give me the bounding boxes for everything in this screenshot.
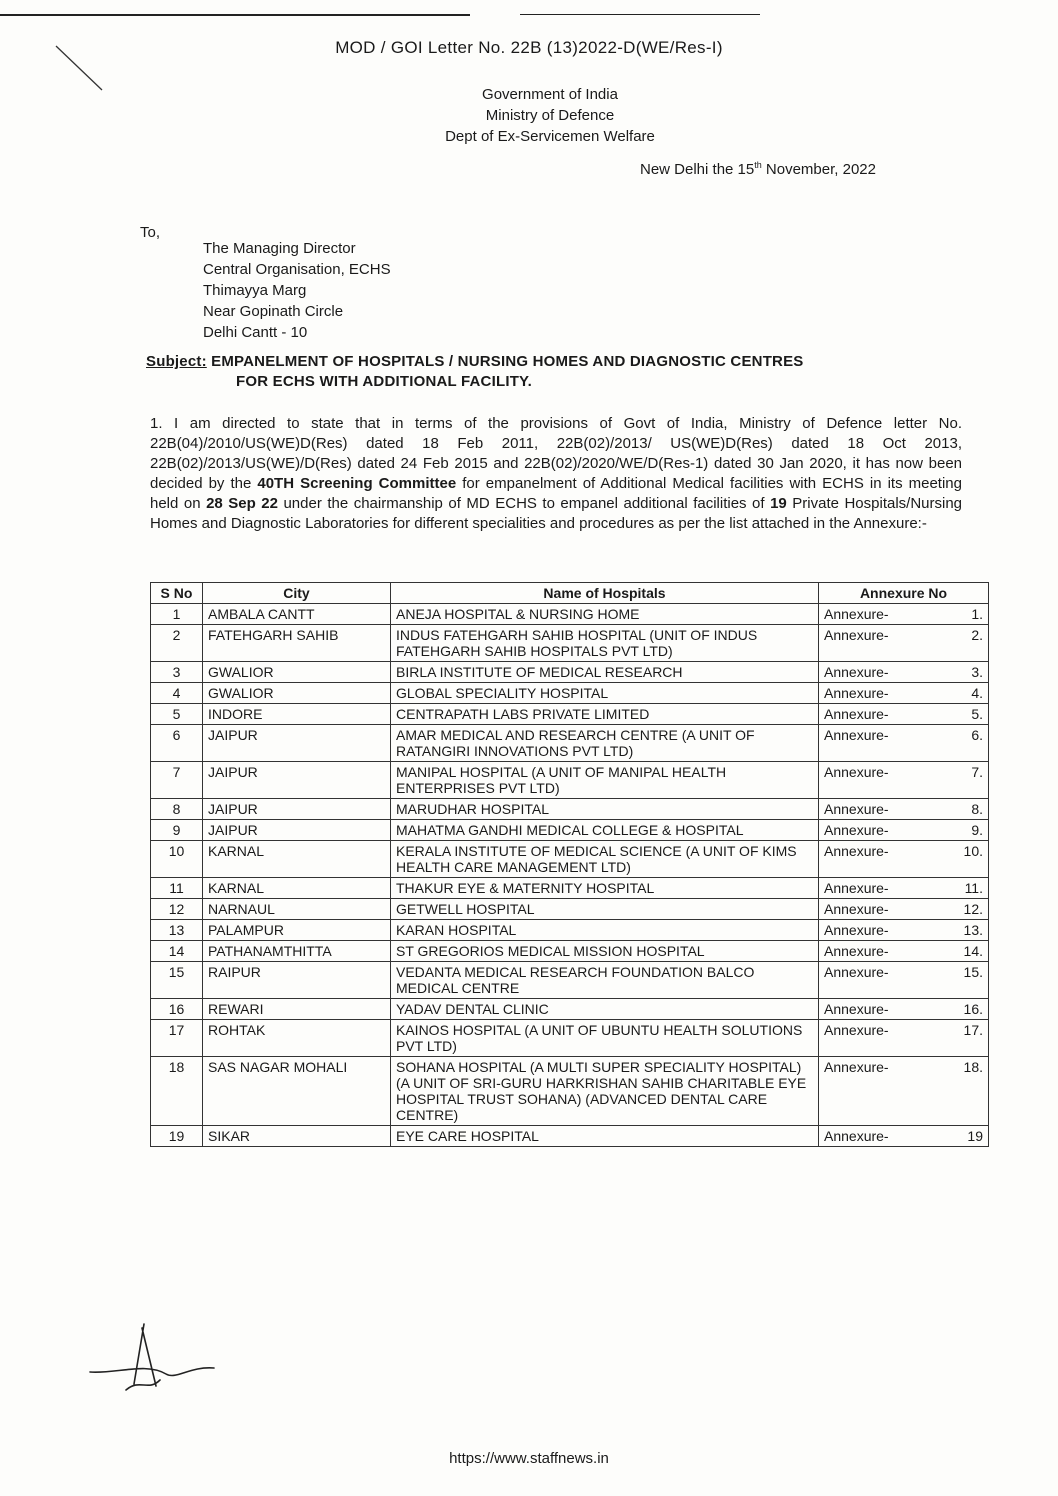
table-row <box>151 604 989 625</box>
row-city: FATEHGARH SAHIB <box>203 625 391 662</box>
table-row <box>151 941 989 962</box>
para-bold-date: 28 Sep 22 <box>206 495 278 512</box>
row-hospital: YADAV DENTAL CLINIC <box>391 999 819 1020</box>
row-sno: 11 <box>151 878 203 899</box>
annexure-label: Annexure- <box>824 664 889 680</box>
row-city: SAS NAGAR MOHALI <box>203 1057 391 1126</box>
row-hospital: AMAR MEDICAL AND RESEARCH CENTRE (A UNIT OF RATANGIRI INNOVATIONS PVT LTD) <box>391 725 819 762</box>
annexure-label: Annexure- <box>824 764 889 780</box>
table-row <box>151 820 989 841</box>
row-hospital: KAINOS HOSPITAL (A UNIT OF UBUNTU HEALTH SOLUTIONS PVT LTD) <box>391 1020 819 1057</box>
para-part-2: for empanelment of Additional Medical facilities with ECHS in its meeting held on <box>150 475 962 512</box>
row-annexure <box>819 662 989 683</box>
table-row <box>151 1057 989 1126</box>
col-header-hospital: Name of Hospitals <box>391 583 819 604</box>
row-sno: 2 <box>151 625 203 662</box>
row-annexure <box>819 920 989 941</box>
annexure-label: Annexure- <box>824 822 889 838</box>
table-row <box>151 1126 989 1147</box>
row-sno: 19 <box>151 1126 203 1147</box>
row-annexure <box>819 625 989 662</box>
row-city: PALAMPUR <box>203 920 391 941</box>
annexure-label: Annexure- <box>824 1001 889 1017</box>
to-label: To, <box>140 224 161 241</box>
row-annexure <box>819 962 989 999</box>
row-sno: 14 <box>151 941 203 962</box>
row-sno: 4 <box>151 683 203 704</box>
annexure-label: Annexure- <box>824 627 889 643</box>
table-row <box>151 841 989 878</box>
annexure-number: 17. <box>963 1022 983 1038</box>
table-row <box>151 725 989 762</box>
row-annexure <box>819 999 989 1020</box>
row-city: JAIPUR <box>203 762 391 799</box>
row-city: GWALIOR <box>203 683 391 704</box>
address-line: Delhi Cantt - 10 <box>203 324 308 341</box>
annexure-label: Annexure- <box>824 801 889 817</box>
annexure-label: Annexure- <box>824 922 889 938</box>
table-row <box>151 704 989 725</box>
table-row <box>151 878 989 899</box>
row-sno: 9 <box>151 820 203 841</box>
row-city: INDORE <box>203 704 391 725</box>
row-sno: 8 <box>151 799 203 820</box>
annexure-number: 2. <box>971 627 983 643</box>
annexure-number: 9. <box>971 822 983 838</box>
annexure-label: Annexure- <box>824 685 889 701</box>
row-sno: 1 <box>151 604 203 625</box>
annexure-label: Annexure- <box>824 1022 889 1038</box>
row-hospital: BIRLA INSTITUTE OF MEDICAL RESEARCH <box>391 662 819 683</box>
footer-url: https://www.staffnews.in <box>449 1450 609 1467</box>
row-city: JAIPUR <box>203 820 391 841</box>
address-line: Near Gopinath Circle <box>203 303 344 320</box>
row-sno: 18 <box>151 1057 203 1126</box>
annexure-label: Annexure- <box>824 706 889 722</box>
row-city: SIKAR <box>203 1126 391 1147</box>
row-annexure <box>819 899 989 920</box>
annexure-number: 12. <box>963 901 983 917</box>
table-row <box>151 762 989 799</box>
table-row <box>151 683 989 704</box>
address-line: The Managing Director <box>203 240 356 257</box>
letter-reference: MOD / GOI Letter No. 22B (13)2022-D(WE/Res-I) <box>335 38 723 57</box>
annexure-number: 8. <box>971 801 983 817</box>
annexure-number: 14. <box>963 943 983 959</box>
recipient-address <box>203 238 391 343</box>
row-annexure <box>819 762 989 799</box>
row-hospital: SOHANA HOSPITAL (A MULTI SUPER SPECIALITY HOSPITAL) (A UNIT OF SRI-GURU HARKRISHAN SAHIB CHARITABLE EYE HOSPITAL TRUST SOHANA) (ADVANCED DENTAL CARE CENTRE) <box>391 1057 819 1126</box>
row-hospital: MAHATMA GANDHI MEDICAL COLLEGE & HOSPITAL <box>391 820 819 841</box>
annexure-number: 16. <box>963 1001 983 1017</box>
para-bold-committee: 40TH Screening Committee <box>257 475 457 492</box>
row-hospital: EYE CARE HOSPITAL <box>391 1126 819 1147</box>
row-hospital: INDUS FATEHGARH SAHIB HOSPITAL (UNIT OF INDUS FATEHGARH SAHIB HOSPITALS PVT LTD) <box>391 625 819 662</box>
annexure-label: Annexure- <box>824 901 889 917</box>
row-sno: 17 <box>151 1020 203 1057</box>
top-rule-right <box>520 14 760 15</box>
table-row <box>151 920 989 941</box>
row-city: NARNAUL <box>203 899 391 920</box>
row-annexure <box>819 1057 989 1126</box>
annexure-label: Annexure- <box>824 943 889 959</box>
authority-line-2: Ministry of Defence <box>485 107 615 124</box>
annexure-number: 13. <box>963 922 983 938</box>
table-header-row <box>151 583 989 604</box>
row-city: REWARI <box>203 999 391 1020</box>
row-annexure <box>819 941 989 962</box>
row-sno: 5 <box>151 704 203 725</box>
para-part-1: 1. I am directed to state that in terms of the provisions of Govt of India, Ministry of Defence letter No. 22B(04)/2010/US(WE)D(Res) dated 18 Feb 2011, 22B(02)/2013/ US(WE)D(Res) dated 18 Oct 2013, 22B(02)/2013/US(WE)/D(Res) dated 24 Feb 2015 and 22B(02)/2020/WE/D(Res-1) dated 30 Jan 2020, it has now been decided by the <box>150 415 962 492</box>
row-hospital: VEDANTA MEDICAL RESEARCH FOUNDATION BALCO MEDICAL CENTRE <box>391 962 819 999</box>
annexure-number: 11. <box>964 880 983 896</box>
subject <box>146 352 804 392</box>
address-line: Thimayya Marg <box>203 282 307 299</box>
row-sno: 10 <box>151 841 203 878</box>
row-sno: 16 <box>151 999 203 1020</box>
subject-line-1: EMPANELMENT OF HOSPITALS / NURSING HOMES AND DIAGNOSTIC CENTRES <box>211 353 804 370</box>
hospital-table <box>150 582 989 1147</box>
table-row <box>151 899 989 920</box>
annexure-number: 7. <box>971 764 983 780</box>
table-row <box>151 999 989 1020</box>
row-annexure <box>819 820 989 841</box>
top-rule <box>0 14 470 16</box>
row-hospital: KERALA INSTITUTE OF MEDICAL SCIENCE (A UNIT OF KIMS HEALTH CARE MANAGEMENT LTD) <box>391 841 819 878</box>
col-header-sno: S No <box>151 583 203 604</box>
row-annexure <box>819 725 989 762</box>
address-line: Central Organisation, ECHS <box>203 261 391 278</box>
table-row <box>151 962 989 999</box>
row-annexure <box>819 683 989 704</box>
annexure-number: 15. <box>963 964 983 980</box>
row-city: JAIPUR <box>203 799 391 820</box>
letter-date <box>640 160 876 178</box>
row-sno: 3 <box>151 662 203 683</box>
row-hospital: GLOBAL SPECIALITY HOSPITAL <box>391 683 819 704</box>
para-part-4: Private Hospitals/Nursing Homes and Diagnostic Laboratories for different specialities and procedures as per the list attached in the Annexure:- <box>150 495 963 532</box>
row-city: KARNAL <box>203 878 391 899</box>
row-sno: 7 <box>151 762 203 799</box>
row-sno: 6 <box>151 725 203 762</box>
annexure-label: Annexure- <box>824 606 889 622</box>
authority-line-1: Government of India <box>482 86 618 103</box>
annexure-number: 18. <box>963 1059 983 1075</box>
row-hospital: MANIPAL HOSPITAL (A UNIT OF MANIPAL HEALTH ENTERPRISES PVT LTD) <box>391 762 819 799</box>
row-hospital: KARAN HOSPITAL <box>391 920 819 941</box>
subject-line-2: FOR ECHS WITH ADDITIONAL FACILITY. <box>236 373 532 390</box>
row-annexure <box>819 841 989 878</box>
table-row <box>151 625 989 662</box>
table-row <box>151 799 989 820</box>
annexure-number: 3. <box>971 664 983 680</box>
row-sno: 13 <box>151 920 203 941</box>
date-rest: November, 2022 <box>761 161 876 178</box>
row-annexure <box>819 1126 989 1147</box>
row-annexure <box>819 878 989 899</box>
row-city: JAIPUR <box>203 725 391 762</box>
annexure-number: 6. <box>971 727 983 743</box>
row-city: RAIPUR <box>203 962 391 999</box>
row-hospital: ANEJA HOSPITAL & NURSING HOME <box>391 604 819 625</box>
row-city: AMBALA CANTT <box>203 604 391 625</box>
body-paragraph <box>150 414 962 534</box>
para-bold-count: 19 <box>770 495 787 512</box>
table-body <box>151 604 989 1147</box>
table-row <box>151 1020 989 1057</box>
row-sno: 15 <box>151 962 203 999</box>
date-suffix: th <box>754 160 762 170</box>
row-annexure <box>819 799 989 820</box>
annexure-number: 1. <box>971 606 983 622</box>
annexure-label: Annexure- <box>824 843 889 859</box>
row-annexure <box>819 704 989 725</box>
signature <box>86 1322 226 1402</box>
row-city: ROHTAK <box>203 1020 391 1057</box>
row-annexure <box>819 1020 989 1057</box>
row-city: PATHANAMTHITTA <box>203 941 391 962</box>
row-hospital: ST GREGORIOS MEDICAL MISSION HOSPITAL <box>391 941 819 962</box>
row-hospital: GETWELL HOSPITAL <box>391 899 819 920</box>
col-header-city: City <box>203 583 391 604</box>
row-hospital: MARUDHAR HOSPITAL <box>391 799 819 820</box>
issuing-authority <box>420 84 680 147</box>
subject-label: Subject: <box>146 353 207 370</box>
col-header-annexure: Annexure No <box>819 583 989 604</box>
annexure-number: 10. <box>963 843 983 859</box>
annexure-number: 5. <box>971 706 983 722</box>
annexure-number: 19 <box>967 1128 983 1144</box>
row-annexure <box>819 604 989 625</box>
annexure-label: Annexure- <box>824 964 889 980</box>
annexure-label: Annexure- <box>824 880 889 896</box>
annexure-label: Annexure- <box>824 1128 889 1144</box>
row-hospital: THAKUR EYE & MATERNITY HOSPITAL <box>391 878 819 899</box>
annexure-label: Annexure- <box>824 1059 889 1075</box>
date-prefix: New Delhi the 15 <box>640 161 755 178</box>
row-hospital: CENTRAPATH LABS PRIVATE LIMITED <box>391 704 819 725</box>
row-city: GWALIOR <box>203 662 391 683</box>
para-part-3: under the chairmanship of MD ECHS to empanel additional facilities of <box>283 495 765 512</box>
annexure-label: Annexure- <box>824 727 889 743</box>
authority-line-3: Dept of Ex-Servicemen Welfare <box>445 128 655 145</box>
row-sno: 12 <box>151 899 203 920</box>
annexure-number: 4. <box>971 685 983 701</box>
table-row <box>151 662 989 683</box>
row-city: KARNAL <box>203 841 391 878</box>
